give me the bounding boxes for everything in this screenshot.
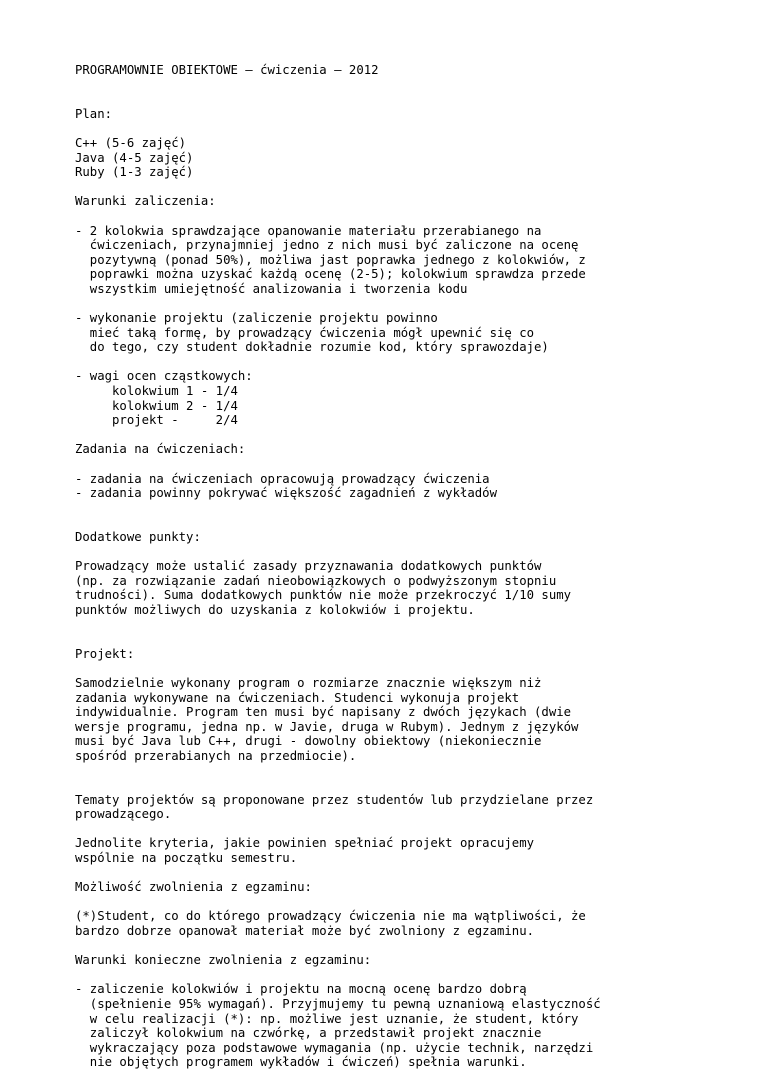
text-line: mieć taką formę, by prowadzący ćwiczenia mógł upewnić się co <box>75 325 535 340</box>
blank-line <box>75 764 755 779</box>
text-line: zaliczył kolokwium na czwórkę, a przedstawił projekt znacznie <box>75 1026 542 1041</box>
blank-line <box>75 121 755 136</box>
text-line: Projekt: <box>75 646 135 661</box>
text-line: kolokwium 2 - 1/4 <box>75 398 238 413</box>
text-line: punktów możliwych do uzyskania z kolokwiów i projektu. <box>75 602 475 617</box>
blank-line <box>75 545 755 560</box>
text-line: Dodatkowe punkty: <box>75 530 201 544</box>
text-line: w celu realizacji (*): np. możliwe jest uznanie, że student, który <box>75 1011 579 1026</box>
text-line: bardzo dobrze opanował materiał może być zwolniony z egzaminu. <box>75 924 535 939</box>
text-line: - zadania powinny pokrywać większość zagadnień z wykładów <box>75 486 497 501</box>
blank-line <box>75 92 755 107</box>
text-line: - 2 kolokwia sprawdzające opanowanie materiału przerabianego na <box>75 223 542 238</box>
text-line: Java (4-5 zajęć) <box>75 150 194 165</box>
blank-line <box>75 515 755 530</box>
text-line: Tematy projektów są proponowane przez studentów lub przydzielane przez <box>75 792 594 807</box>
text-line: musi być Java lub C++, drugi - dowolny obiektowy (niekoniecznie <box>75 734 542 749</box>
blank-line <box>75 618 755 633</box>
text-line: Warunki konieczne zwolnienia z egzaminu: <box>75 953 372 968</box>
blank-line <box>75 939 755 954</box>
text-line: Samodzielnie wykonany program o rozmiarze znacznie większym niż <box>75 675 542 690</box>
blank-line <box>75 355 755 370</box>
text-line: - wagi ocen cząstkowych: <box>75 369 253 384</box>
text-line: Plan: <box>75 106 113 121</box>
text-line: poprawki można uzyskać każdą ocenę (2-5); kolokwium sprawdza przede <box>75 267 586 282</box>
text-line: PROGRAMOWNIE OBIEKTOWE – ćwiczenia – 2012 <box>75 63 379 77</box>
text-line: wszystkim umiejętność analizowania i tworzenia kodu <box>75 281 468 296</box>
blank-line <box>75 822 755 837</box>
text-line: - wykonanie projektu (zaliczenie projektu powinno <box>75 311 438 326</box>
blank-line <box>75 457 755 472</box>
text-line: ćwiczeniach, przynajmniej jedno z nich musi być zaliczone na ocenę <box>75 238 579 253</box>
blank-line <box>75 209 755 224</box>
text-line: - zaliczenie kolokwiów i projektu na mocną ocenę bardzo dobrą <box>75 982 527 997</box>
text-line: (spełnienie 95% wymagań). Przyjmujemy tu pewną uznaniową elastyczność <box>75 997 601 1011</box>
text-line: indywidualnie. Program ten musi być napisany z dwóch językach (dwie <box>75 705 572 720</box>
text-line: spośród przerabianych na przedmiocie). <box>75 748 357 763</box>
text-line: Warunki zaliczenia: <box>75 194 216 209</box>
blank-line <box>75 866 755 881</box>
text-line: Możliwość zwolnienia z egzaminu: <box>75 880 312 895</box>
blank-line <box>75 180 755 195</box>
blank-line <box>75 632 755 647</box>
blank-line <box>75 428 755 443</box>
text-line: Prowadzący może ustalić zasady przyznawania dodatkowych punktów <box>75 559 542 574</box>
text-line: wykraczający poza podstawowe wymagania (np. użycie technik, narzędzi <box>75 1040 594 1055</box>
text-line: (np. za rozwiązanie zadań nieobowiązkowych o podwyższonym stopniu <box>75 573 557 588</box>
text-line: zadania wykonywane na ćwiczeniach. Studenci wykonuja projekt <box>75 690 520 705</box>
document-body <box>75 63 755 1070</box>
text-line: nie objętych programem wykładów i ćwiczeń) spełnia warunki. <box>75 1055 527 1070</box>
blank-line <box>75 968 755 983</box>
blank-line <box>75 78 755 93</box>
blank-line <box>75 778 755 793</box>
text-line: wersje programu, jedna np. w Javie, druga w Rubym). Jednym z języków <box>75 719 579 734</box>
text-line: (*)Student, co do którego prowadzący ćwiczenia nie ma wątpliwości, że <box>75 909 586 924</box>
blank-line <box>75 297 755 312</box>
text-line: pozytywną (ponad 50%), możliwa jast poprawka jednego z kolokwiów, z <box>75 252 586 267</box>
text-line: C++ (5-6 zajęć) <box>75 135 187 150</box>
text-line: kolokwium 1 - 1/4 <box>75 384 238 399</box>
blank-line <box>75 895 755 910</box>
text-line: wspólnie na początku semestru. <box>75 851 298 866</box>
text-line: - zadania na ćwiczeniach opracowują prowadzący ćwiczenia <box>75 471 490 486</box>
text-line: Zadania na ćwiczeniach: <box>75 442 246 457</box>
text-line: prowadzącego. <box>75 807 172 822</box>
blank-line <box>75 501 755 516</box>
text-line: do tego, czy student dokładnie rozumie kod, który sprawozdaje) <box>75 340 549 355</box>
text-line: trudności). Suma dodatkowych punktów nie może przekroczyć 1/10 sumy <box>75 588 572 603</box>
text-line: Jednolite kryteria, jakie powinien spełniać projekt opracujemy <box>75 836 535 851</box>
blank-line <box>75 661 755 676</box>
text-line: Ruby (1-3 zajęć) <box>75 165 194 180</box>
text-line: projekt - 2/4 <box>75 413 238 428</box>
